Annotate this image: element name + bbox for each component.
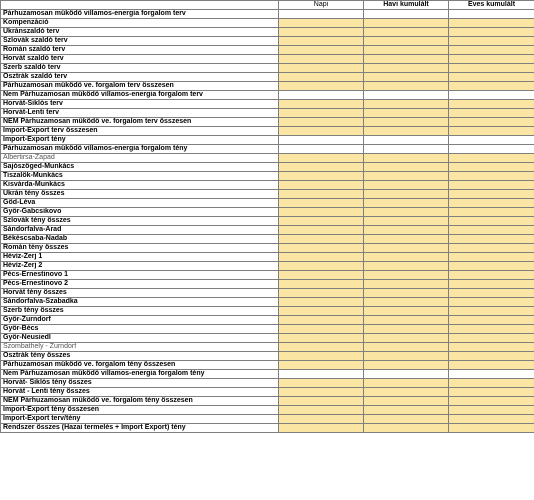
napi-cell[interactable] (279, 226, 364, 235)
row-label-cell[interactable]: Import-Export terv összesen (1, 127, 279, 136)
havi-kumulalt-cell[interactable] (364, 415, 449, 424)
eves-kumulalt-cell[interactable] (449, 118, 534, 127)
havi-kumulalt-cell[interactable] (364, 37, 449, 46)
napi-cell[interactable] (279, 109, 364, 118)
havi-kumulalt-cell[interactable] (364, 271, 449, 280)
row-label-cell[interactable]: Román szaldó terv (1, 46, 279, 55)
havi-kumulalt-cell[interactable] (364, 19, 449, 28)
napi-cell[interactable] (279, 307, 364, 316)
eves-kumulalt-cell[interactable] (449, 163, 534, 172)
havi-kumulalt-cell[interactable] (364, 208, 449, 217)
napi-cell[interactable] (279, 10, 364, 19)
eves-kumulalt-cell[interactable] (449, 73, 534, 82)
napi-cell[interactable] (279, 118, 364, 127)
havi-kumulalt-cell[interactable] (364, 334, 449, 343)
napi-cell[interactable] (279, 379, 364, 388)
table-row (1, 46, 534, 55)
eves-kumulalt-cell[interactable] (449, 154, 534, 163)
eves-kumulalt-cell[interactable] (449, 10, 534, 19)
napi-cell[interactable] (279, 181, 364, 190)
havi-kumulalt-cell[interactable] (364, 172, 449, 181)
column-header-havi-kumulalt[interactable]: Havi kumulált (364, 1, 449, 10)
column-header-eves-kumulalt[interactable]: Éves kumulált (449, 1, 534, 10)
eves-kumulalt-cell[interactable] (449, 109, 534, 118)
row-label-cell[interactable]: Békéscsaba-Nadab (1, 235, 279, 244)
eves-kumulalt-cell[interactable] (449, 46, 534, 55)
table-row (1, 397, 534, 406)
havi-kumulalt-cell[interactable] (364, 28, 449, 37)
havi-kumulalt-cell[interactable] (364, 325, 449, 334)
eves-kumulalt-cell[interactable] (449, 298, 534, 307)
table-row (1, 37, 534, 46)
napi-cell[interactable] (279, 388, 364, 397)
havi-kumulalt-cell[interactable] (364, 91, 449, 100)
napi-cell[interactable] (279, 280, 364, 289)
eves-kumulalt-cell[interactable] (449, 100, 534, 109)
havi-kumulalt-cell[interactable] (364, 109, 449, 118)
napi-cell[interactable] (279, 289, 364, 298)
row-label-cell[interactable]: Pécs-Ernestinovo 1 (1, 271, 279, 280)
eves-kumulalt-cell[interactable] (449, 208, 534, 217)
napi-cell[interactable] (279, 73, 364, 82)
napi-cell[interactable] (279, 100, 364, 109)
row-label-cell[interactable]: Horvát- Siklós tény összes (1, 379, 279, 388)
row-label-cell[interactable]: Import-Export tény összesen (1, 406, 279, 415)
row-label-cell[interactable]: Osztrák tény összes (1, 352, 279, 361)
eves-kumulalt-cell[interactable] (449, 316, 534, 325)
eves-kumulalt-cell[interactable] (449, 289, 534, 298)
havi-kumulalt-cell[interactable] (364, 73, 449, 82)
napi-cell[interactable] (279, 190, 364, 199)
table-row (1, 316, 534, 325)
row-label-cell[interactable]: Sándorfalva-Szabadka (1, 298, 279, 307)
havi-kumulalt-cell[interactable] (364, 64, 449, 73)
havi-kumulalt-cell[interactable] (364, 190, 449, 199)
eves-kumulalt-cell[interactable] (449, 64, 534, 73)
napi-cell[interactable] (279, 397, 364, 406)
eves-kumulalt-cell[interactable] (449, 145, 534, 154)
row-label-cell[interactable]: NEM Párhuzamosan működő ve. forgalom tény összesen (1, 397, 279, 406)
havi-kumulalt-cell[interactable] (364, 379, 449, 388)
havi-kumulalt-cell[interactable] (364, 55, 449, 64)
eves-kumulalt-cell[interactable] (449, 379, 534, 388)
table-row (1, 118, 534, 127)
table-row (1, 19, 534, 28)
table-row (1, 55, 534, 64)
row-label-cell[interactable]: Import-Export tény (1, 136, 279, 145)
eves-kumulalt-cell[interactable] (449, 217, 534, 226)
napi-cell[interactable] (279, 424, 364, 433)
eves-kumulalt-cell[interactable] (449, 307, 534, 316)
napi-cell[interactable] (279, 334, 364, 343)
table-row (1, 100, 534, 109)
napi-cell[interactable] (279, 235, 364, 244)
header-corner-cell[interactable] (1, 1, 279, 10)
row-label-cell[interactable]: Horvát-Siklós terv (1, 100, 279, 109)
row-label-cell[interactable]: Albertirsa-Zapad (1, 154, 279, 163)
havi-kumulalt-cell[interactable] (364, 370, 449, 379)
row-label-cell[interactable]: Göd-Léva (1, 199, 279, 208)
row-label-cell[interactable]: Szlovák szaldó terv (1, 37, 279, 46)
eves-kumulalt-cell[interactable] (449, 397, 534, 406)
table-row (1, 109, 534, 118)
row-label-cell[interactable]: Horvát szaldó terv (1, 55, 279, 64)
row-label-cell[interactable]: Párhuzamosan működő villamos-energia forgalom tény (1, 145, 279, 154)
table-row (1, 127, 534, 136)
eves-kumulalt-cell[interactable] (449, 226, 534, 235)
table-row (1, 325, 534, 334)
napi-cell[interactable] (279, 136, 364, 145)
eves-kumulalt-cell[interactable] (449, 280, 534, 289)
table-row (1, 343, 534, 352)
table-row (1, 91, 534, 100)
havi-kumulalt-cell[interactable] (364, 244, 449, 253)
eves-kumulalt-cell[interactable] (449, 91, 534, 100)
eves-kumulalt-cell[interactable] (449, 28, 534, 37)
eves-kumulalt-cell[interactable] (449, 244, 534, 253)
table-row (1, 289, 534, 298)
row-label-cell[interactable]: Tiszalök-Munkács (1, 172, 279, 181)
table-row (1, 226, 534, 235)
row-label-cell[interactable]: Rendszer összes (Hazai termelés + Import Export) tény (1, 424, 279, 433)
row-label-cell[interactable]: Hévíz-Zerj 2 (1, 262, 279, 271)
havi-kumulalt-cell[interactable] (364, 298, 449, 307)
havi-kumulalt-cell[interactable] (364, 280, 449, 289)
eves-kumulalt-cell[interactable] (449, 82, 534, 91)
napi-cell[interactable] (279, 370, 364, 379)
row-label-cell[interactable]: Import-Export terv/tény (1, 415, 279, 424)
row-label-cell[interactable]: Szerb szaldó terv (1, 64, 279, 73)
table-row (1, 280, 534, 289)
napi-cell[interactable] (279, 352, 364, 361)
table-row (1, 154, 534, 163)
napi-cell[interactable] (279, 172, 364, 181)
napi-cell[interactable] (279, 46, 364, 55)
row-label-cell[interactable]: Párhuzamosan működő ve. forgalom tény összesen (1, 361, 279, 370)
havi-kumulalt-cell[interactable] (364, 424, 449, 433)
row-label-cell[interactable]: Szlovák tény összes (1, 217, 279, 226)
row-label-cell[interactable]: Győr-Bécs (1, 325, 279, 334)
row-label-cell[interactable]: Párhuzamosan működő villamos-energia forgalom terv (1, 10, 279, 19)
napi-cell[interactable] (279, 64, 364, 73)
table-row (1, 28, 534, 37)
row-label-cell[interactable]: Nem Párhuzamosan működő villamos-energia forgalom tény (1, 370, 279, 379)
eves-kumulalt-cell[interactable] (449, 325, 534, 334)
napi-cell[interactable] (279, 55, 364, 64)
column-header-napi[interactable]: Napi (279, 1, 364, 10)
havi-kumulalt-cell[interactable] (364, 235, 449, 244)
eves-kumulalt-cell[interactable] (449, 55, 534, 64)
table-row (1, 199, 534, 208)
row-label-cell[interactable]: Hévíz-Zerj 1 (1, 253, 279, 262)
row-label-cell[interactable]: Ukrán tény összes (1, 190, 279, 199)
row-label-cell[interactable]: Horvát-Lenti terv (1, 109, 279, 118)
havi-kumulalt-cell[interactable] (364, 397, 449, 406)
eves-kumulalt-cell[interactable] (449, 415, 534, 424)
row-label-cell[interactable]: NEM Párhuzamosan működő ve. forgalom terv összesen (1, 118, 279, 127)
table-row (1, 208, 534, 217)
eves-kumulalt-cell[interactable] (449, 181, 534, 190)
table-row (1, 172, 534, 181)
napi-cell[interactable] (279, 244, 364, 253)
eves-kumulalt-cell[interactable] (449, 352, 534, 361)
havi-kumulalt-cell[interactable] (364, 199, 449, 208)
row-label-cell[interactable]: Szombathely - Zurndorf (1, 343, 279, 352)
table-row (1, 388, 534, 397)
row-label-cell[interactable]: Horvát tény összes (1, 289, 279, 298)
eves-kumulalt-cell[interactable] (449, 19, 534, 28)
eves-kumulalt-cell[interactable] (449, 37, 534, 46)
row-label-cell[interactable]: Horvát - Lenti tény összes (1, 388, 279, 397)
table-row (1, 298, 534, 307)
row-label-cell[interactable]: Sándorfalva-Arad (1, 226, 279, 235)
table-row (1, 352, 534, 361)
napi-cell[interactable] (279, 343, 364, 352)
table-row (1, 235, 534, 244)
eves-kumulalt-cell[interactable] (449, 343, 534, 352)
eves-kumulalt-cell[interactable] (449, 127, 534, 136)
havi-kumulalt-cell[interactable] (364, 289, 449, 298)
table-row (1, 361, 534, 370)
havi-kumulalt-cell[interactable] (364, 316, 449, 325)
napi-cell[interactable] (279, 316, 364, 325)
havi-kumulalt-cell[interactable] (364, 181, 449, 190)
napi-cell[interactable] (279, 154, 364, 163)
havi-kumulalt-cell[interactable] (364, 46, 449, 55)
havi-kumulalt-cell[interactable] (364, 406, 449, 415)
table-row (1, 82, 534, 91)
table-row (1, 424, 534, 433)
napi-cell[interactable] (279, 37, 364, 46)
havi-kumulalt-cell[interactable] (364, 100, 449, 109)
eves-kumulalt-cell[interactable] (449, 424, 534, 433)
table-row (1, 145, 534, 154)
table-row (1, 307, 534, 316)
napi-cell[interactable] (279, 28, 364, 37)
napi-cell[interactable] (279, 415, 364, 424)
havi-kumulalt-cell[interactable] (364, 154, 449, 163)
havi-kumulalt-cell[interactable] (364, 10, 449, 19)
header-row (1, 1, 534, 10)
napi-cell[interactable] (279, 271, 364, 280)
napi-cell[interactable] (279, 91, 364, 100)
eves-kumulalt-cell[interactable] (449, 262, 534, 271)
havi-kumulalt-cell[interactable] (364, 163, 449, 172)
eves-kumulalt-cell[interactable] (449, 361, 534, 370)
table-row (1, 334, 534, 343)
havi-kumulalt-cell[interactable] (364, 217, 449, 226)
row-label-cell[interactable]: Győr-Neusiedl (1, 334, 279, 343)
table-row (1, 379, 534, 388)
eves-kumulalt-cell[interactable] (449, 172, 534, 181)
table-row (1, 271, 534, 280)
eves-kumulalt-cell[interactable] (449, 271, 534, 280)
table-row (1, 370, 534, 379)
napi-cell[interactable] (279, 199, 364, 208)
napi-cell[interactable] (279, 406, 364, 415)
napi-cell[interactable] (279, 127, 364, 136)
havi-kumulalt-cell[interactable] (364, 82, 449, 91)
table-row (1, 217, 534, 226)
havi-kumulalt-cell[interactable] (364, 136, 449, 145)
napi-cell[interactable] (279, 163, 364, 172)
havi-kumulalt-cell[interactable] (364, 253, 449, 262)
row-label-cell[interactable]: Román tény összes (1, 244, 279, 253)
napi-cell[interactable] (279, 217, 364, 226)
row-label-cell[interactable]: Osztrák szaldó terv (1, 73, 279, 82)
table-row (1, 406, 534, 415)
eves-kumulalt-cell[interactable] (449, 334, 534, 343)
row-label-cell[interactable]: Ukránszaldó terv (1, 28, 279, 37)
table-row (1, 64, 534, 73)
eves-kumulalt-cell[interactable] (449, 388, 534, 397)
havi-kumulalt-cell[interactable] (364, 226, 449, 235)
row-label-cell[interactable]: Pécs-Ernestinovo 2 (1, 280, 279, 289)
eves-kumulalt-cell[interactable] (449, 370, 534, 379)
havi-kumulalt-cell[interactable] (364, 352, 449, 361)
havi-kumulalt-cell[interactable] (364, 262, 449, 271)
eves-kumulalt-cell[interactable] (449, 199, 534, 208)
havi-kumulalt-cell[interactable] (364, 307, 449, 316)
table-row (1, 244, 534, 253)
table-body (1, 10, 534, 433)
eves-kumulalt-cell[interactable] (449, 235, 534, 244)
napi-cell[interactable] (279, 361, 364, 370)
havi-kumulalt-cell[interactable] (364, 343, 449, 352)
eves-kumulalt-cell[interactable] (449, 253, 534, 262)
table-row (1, 262, 534, 271)
row-label-cell[interactable]: Kompenzáció (1, 19, 279, 28)
table-row (1, 415, 534, 424)
napi-cell[interactable] (279, 298, 364, 307)
eves-kumulalt-cell[interactable] (449, 406, 534, 415)
napi-cell[interactable] (279, 82, 364, 91)
row-label-cell[interactable]: Győr-Zurndorf (1, 316, 279, 325)
row-label-cell[interactable]: Sajószöged-Munkács (1, 163, 279, 172)
table-row (1, 253, 534, 262)
table-row (1, 10, 534, 19)
napi-cell[interactable] (279, 253, 364, 262)
havi-kumulalt-cell[interactable] (364, 127, 449, 136)
table-row (1, 190, 534, 199)
eves-kumulalt-cell[interactable] (449, 190, 534, 199)
table-row (1, 73, 534, 82)
table-row (1, 136, 534, 145)
havi-kumulalt-cell[interactable] (364, 388, 449, 397)
row-label-cell[interactable]: Szerb tény összes (1, 307, 279, 316)
napi-cell[interactable] (279, 145, 364, 154)
row-label-cell[interactable]: Nem Párhuzamosan működő villamos-energia forgalom terv (1, 91, 279, 100)
napi-cell[interactable] (279, 208, 364, 217)
eves-kumulalt-cell[interactable] (449, 136, 534, 145)
havi-kumulalt-cell[interactable] (364, 145, 449, 154)
napi-cell[interactable] (279, 325, 364, 334)
table-row (1, 181, 534, 190)
havi-kumulalt-cell[interactable] (364, 118, 449, 127)
row-label-cell[interactable]: Párhuzamosan működő ve. forgalom terv összesen (1, 82, 279, 91)
table-row (1, 163, 534, 172)
row-label-cell[interactable]: Győr-Gabcsikovo (1, 208, 279, 217)
row-label-cell[interactable]: Kisvárda-Munkács (1, 181, 279, 190)
havi-kumulalt-cell[interactable] (364, 361, 449, 370)
napi-cell[interactable] (279, 262, 364, 271)
napi-cell[interactable] (279, 19, 364, 28)
